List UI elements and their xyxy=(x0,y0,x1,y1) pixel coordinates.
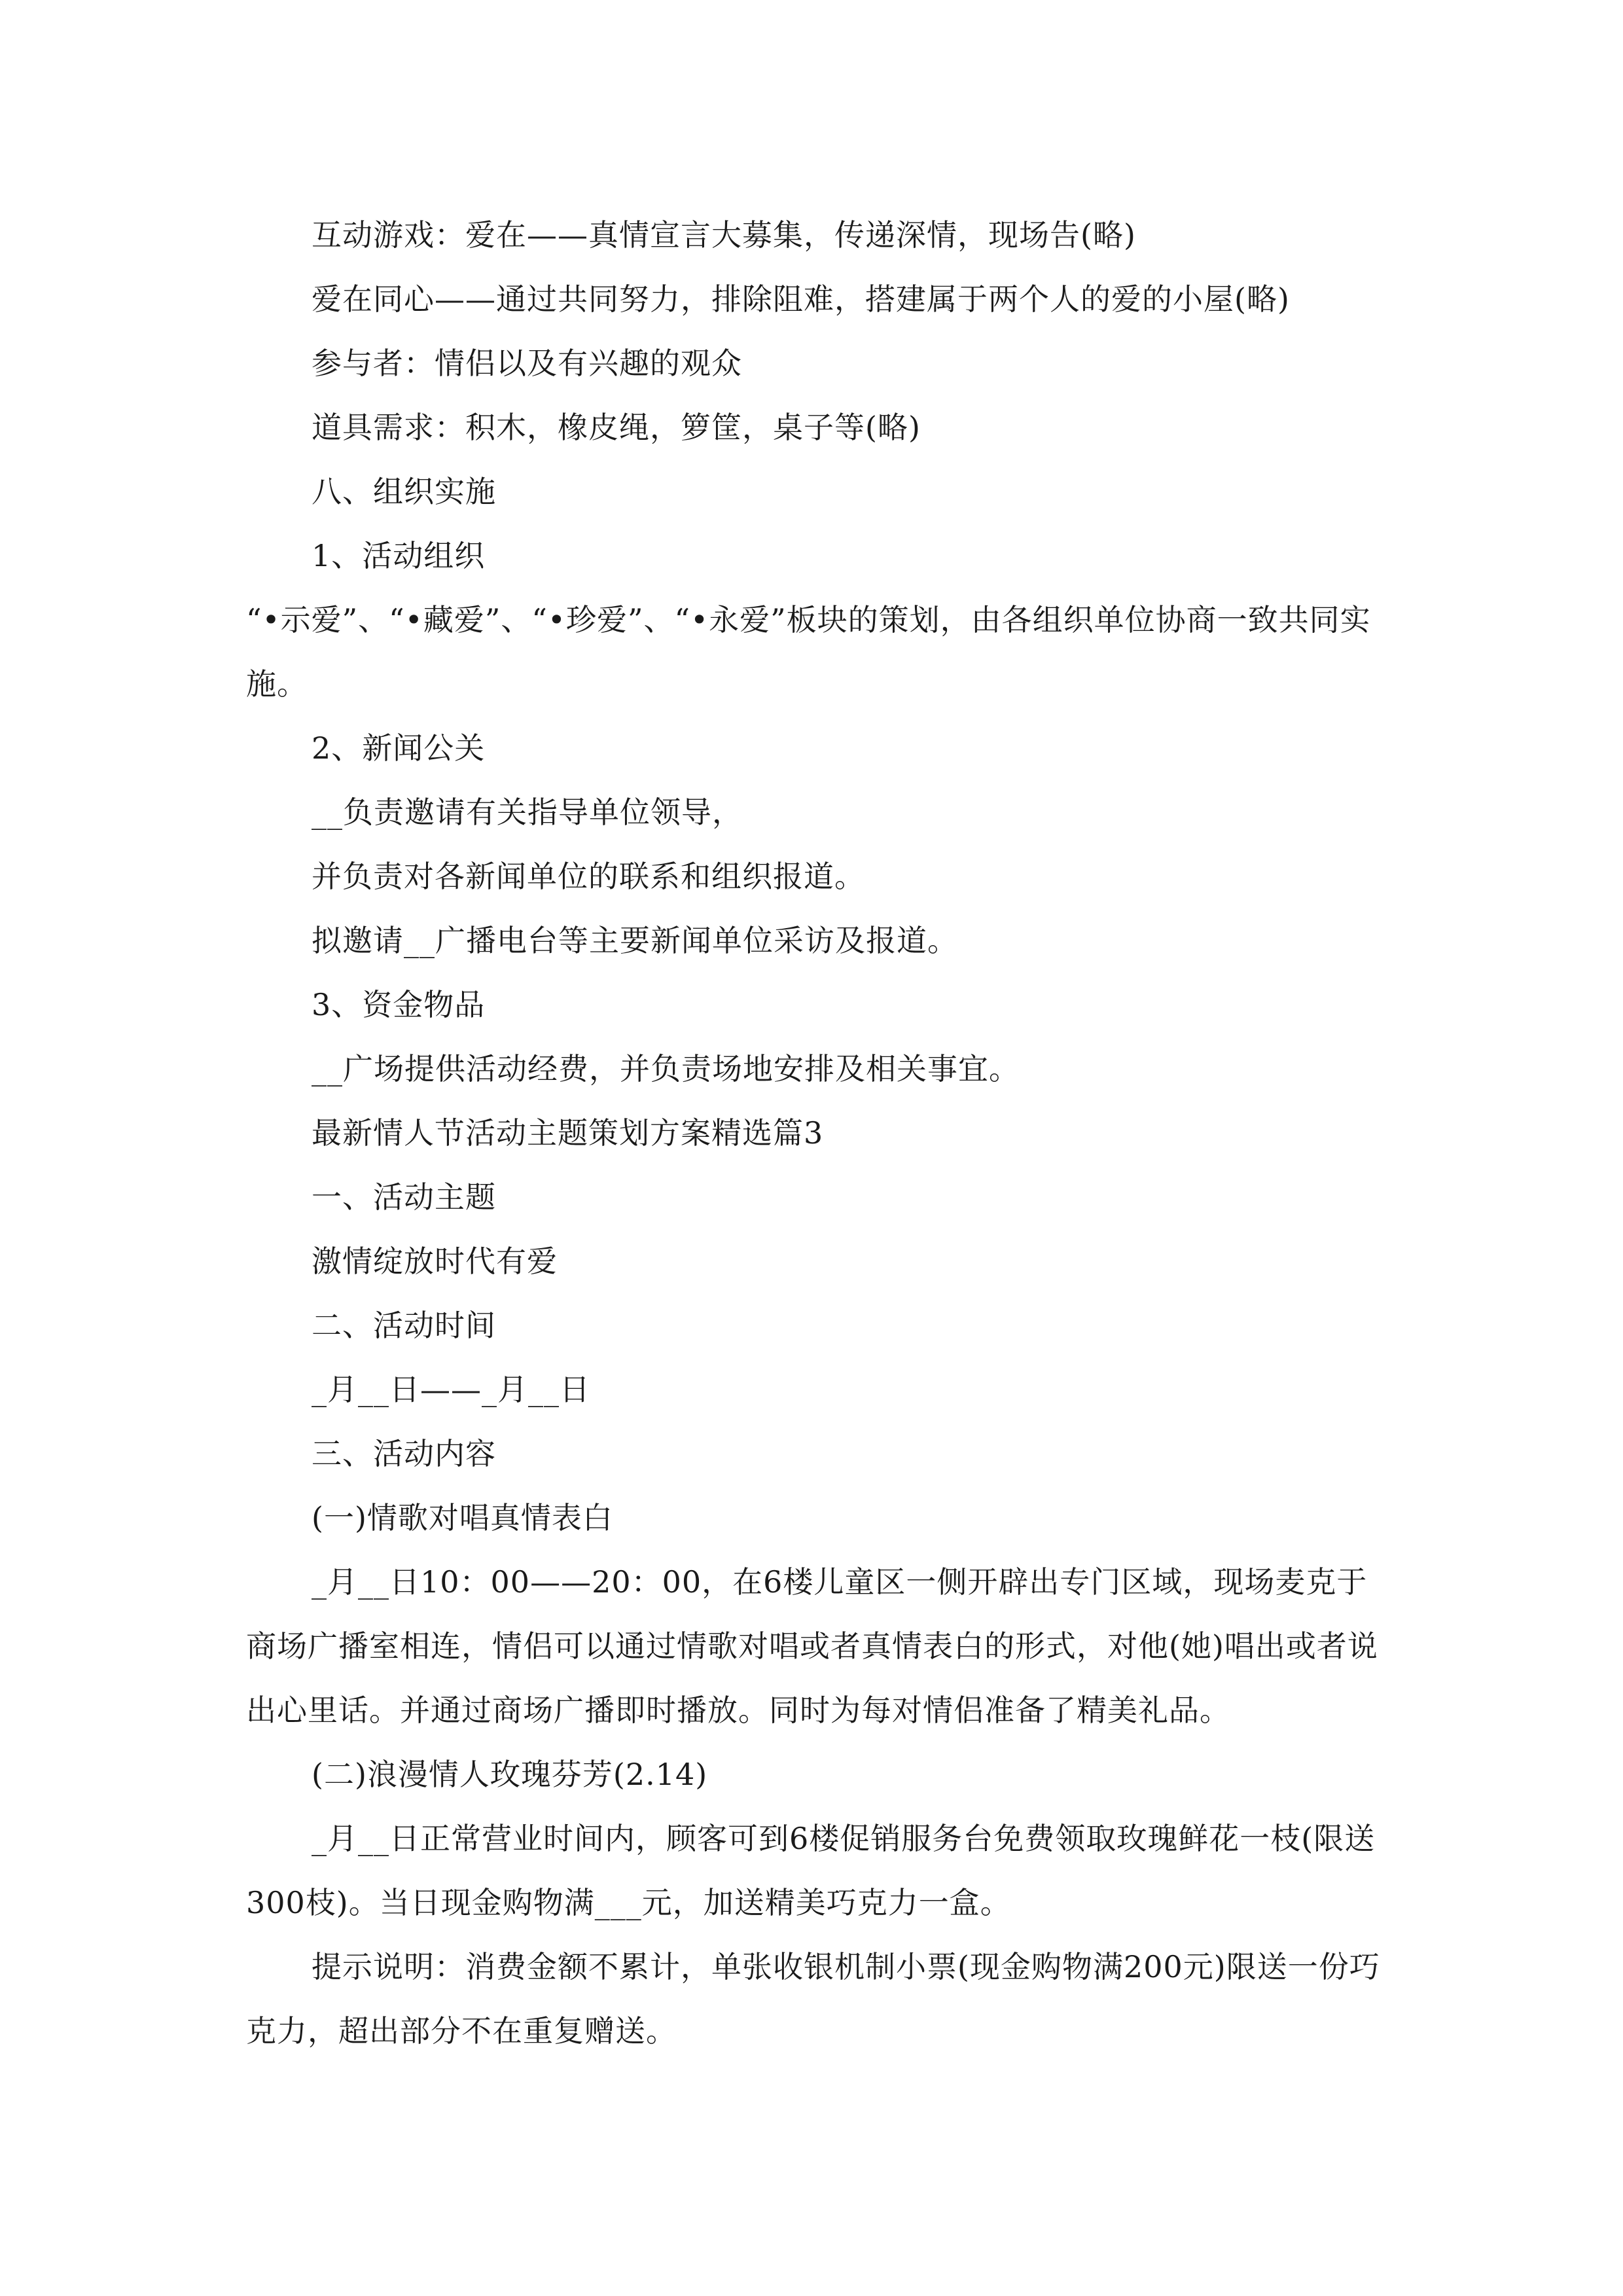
paragraph: 三、活动内容 xyxy=(312,1436,496,1471)
paragraph: __广场提供活动经费，并负责场地安排及相关事宜。 xyxy=(312,1051,1020,1086)
paragraph: 并负责对各新闻单位的联系和组织报道。 xyxy=(312,859,865,894)
paragraph: _月__日正常营业时间内，顾客可到6楼促销服务台免费领取玫瑰鲜花一枝(限送300枝)。当日现金购物满___元，加送精美巧克力一盒。 xyxy=(246,1821,1376,1920)
paragraph: 3、资金物品 xyxy=(312,987,486,1022)
paragraph: 道具需求：积木，橡皮绳，箩筐，桌子等(略) xyxy=(312,410,921,445)
paragraph: 互动游戏：爱在——真情宣言大募集，传递深情，现场告(略) xyxy=(312,217,1136,253)
paragraph: (一)情歌对唱真情表白 xyxy=(312,1500,613,1535)
paragraph: _月__日10：00——20：00，在6楼儿童区一侧开辟出专门区域，现场麦克于商场广播室相连，情侣可以通过情歌对唱或者真情表白的形式，对他(她)唱出或者说出心里话。并通过商场广播即时播放。同时为每对情侣准备了精美礼品。 xyxy=(246,1564,1378,1728)
paragraph: 二、活动时间 xyxy=(312,1308,496,1343)
paragraph: _月__日——_月__日 xyxy=(312,1372,590,1407)
paragraph: (二)浪漫情人玫瑰芬芳(2.14) xyxy=(312,1757,708,1792)
paragraph: 提示说明：消费金额不累计，单张收银机制小票(现金购物满200元)限送一份巧克力，超出部分不在重复赠送。 xyxy=(246,1949,1380,2049)
paragraph: 2、新闻公关 xyxy=(312,730,486,766)
paragraph: 激情绽放时代有爱 xyxy=(312,1244,558,1279)
paragraph: 1、活动组织 xyxy=(312,538,486,573)
paragraph: 八、组织实施 xyxy=(312,474,496,509)
paragraph: 参与者：情侣以及有兴趣的观众 xyxy=(312,346,742,381)
paragraph: 一、活动主题 xyxy=(312,1179,496,1215)
document-body xyxy=(246,203,1385,2063)
paragraph: 爱在同心——通过共同努力，排除阻难，搭建属于两个人的爱的小屋(略) xyxy=(312,281,1290,317)
paragraph: 最新情人节活动主题策划方案精选篇3 xyxy=(312,1115,824,1151)
paragraph: 拟邀请__广播电台等主要新闻单位采访及报道。 xyxy=(312,923,958,958)
paragraph: “•示爱”、“•藏爱”、“•珍爱”、“•永爱”板块的策划，由各组织单位协商一致共同实施。 xyxy=(246,602,1371,702)
paragraph: __负责邀请有关指导单位领导， xyxy=(312,795,743,830)
